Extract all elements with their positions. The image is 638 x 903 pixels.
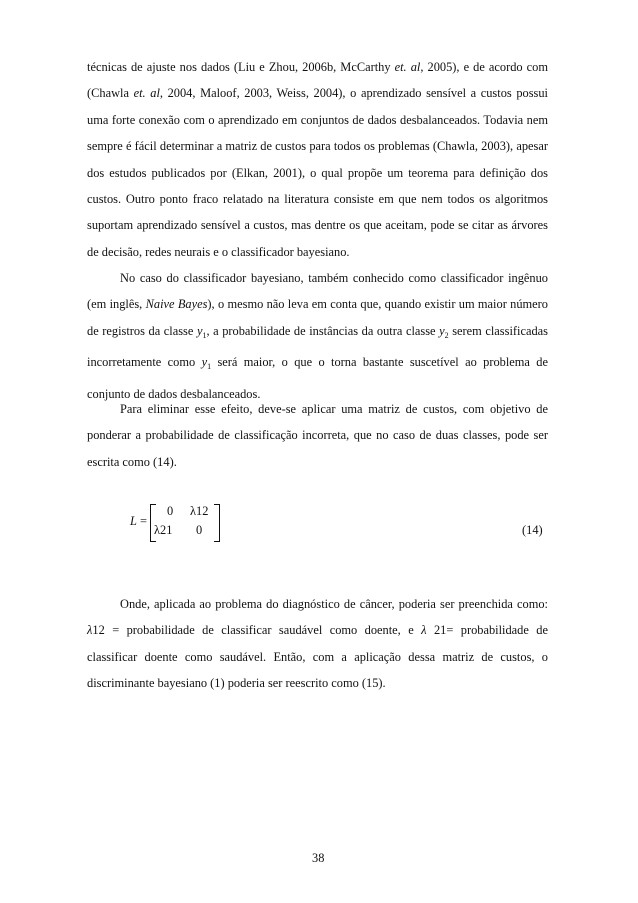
paragraph-naive-bayes: No caso do classificador bayesiano, também conhecido como classificador ingênuo (em inglês, Naive Bayes), o mesmo não leva em conta que, quando existir um maior número de registros da classe $y_1$, a probabilidade de instâncias da outra classe $y_2$ serem classificadas incorretamente como $y_1$ será maior, o que o torna bastante suscetível ao problema de conjunto de dados desbalanceados. [87, 271, 548, 401]
variable-y1: y [201, 355, 208, 370]
equation-lhs: L = [130, 514, 147, 528]
matrix-cell-r1c2: λ12 [190, 504, 209, 518]
page-number: 38 [312, 851, 325, 865]
equation-number: (14) [522, 523, 543, 537]
paragraph-cost-matrix: Para eliminar esse efeito, deve-se aplicar uma matriz de custos, com objetivo de ponderar a probabilidade de classificação incorreta, que no caso de duas classes, pode ser escrita como (14). [87, 402, 548, 469]
right-bracket [214, 504, 220, 542]
variable-y1: y [196, 323, 203, 338]
variable-y2: y [439, 323, 445, 338]
matrix-cell-r2c1: λ21 [154, 523, 173, 537]
paragraph-cancer-diagnosis: Onde, aplicada ao problema do diagnóstico de câncer, poderia ser preenchida como: λ12 = probabilidade de classificar saudável como doente, e λ 21= probabilidade de classificar doente como saudável. Então, com a aplicação dessa matriz de custos, o discriminante bayesiano (1) poderia ser reescrito como (15). [87, 597, 548, 691]
matrix-cell-r2c2: 0 [196, 523, 203, 537]
paragraph-cost-sensitive-learning: técnicas de ajuste nos dados (Liu e Zhou, 2006b, McCarthy et. al, 2005), e de acordo com (Chawla et. al, 2004, Maloof, 2003, Weiss, 2004), o aprendizado sensível a custos possui uma forte conexão com o aprendizado em conjuntos de dados desbalanceados. Todavia nem sempre é fácil determinar a matriz de custos para todos os problemas (Chawla, 2003), apesar dos estudos publicados por (Elkan, 2001), o qual propõe um teorema para definição dos custos. Outro ponto fraco relatado na literatura consiste em que nem todos os algoritmos suportam aprendizado sensível a custos, mas dentre os que aceitam, pode se citar as árvores de decisão, redes neurais e o classificador bayesiano. [87, 60, 548, 259]
matrix-cell-r1c1: 0 [167, 504, 174, 518]
